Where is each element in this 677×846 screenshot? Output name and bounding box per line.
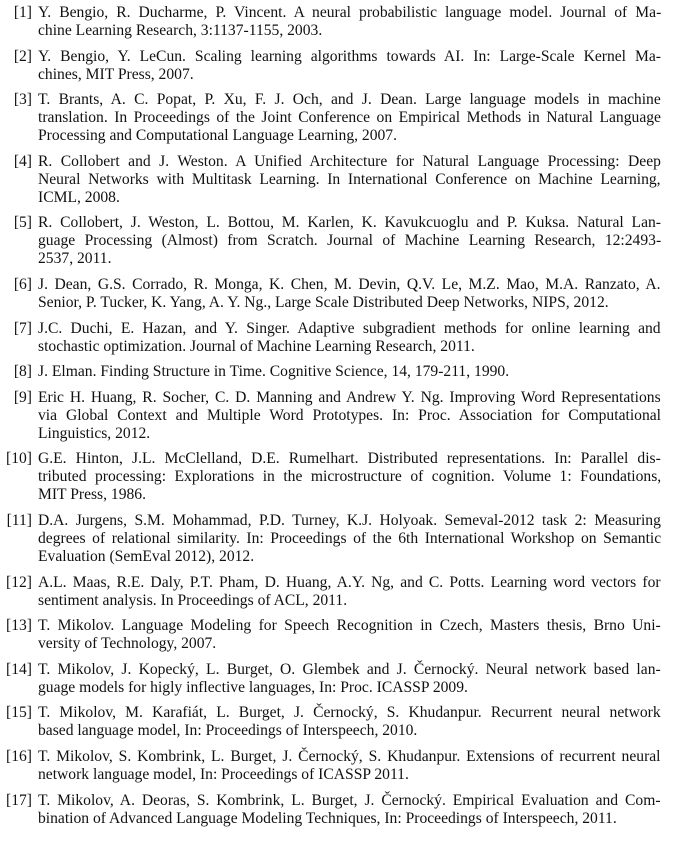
reference-number: [13] [6,617,32,635]
reference-line: Evaluation (SemEval 2012), 2012. [38,547,255,565]
reference-line: chine Learning Research, 3:1137-1155, 2003. [38,22,323,39]
reference-number: [12] [6,573,32,591]
reference-line: chines, MIT Press, 2007. [38,65,194,83]
reference-number: [11] [6,511,32,529]
reference-number: [7] [13,319,32,337]
reference-line: network language model, In: Proceedings of ICASSP 2011. [38,765,409,783]
reference-text [38,450,661,504]
reference-line: R. Collobert, J. Weston, L. Bottou, M. Karlen, K. Kavukcuoglu and P. Kuksa. Natural Lan- [38,214,661,232]
reference-text [38,48,661,84]
reference-entry [0,320,677,356]
reference-entry [0,792,677,828]
reference-line: based language model, In: Proceedings of Interspeech, 2010. [38,722,418,740]
reference-line: guage Processing (Almost) from Scratch. Journal of Machine Learning Research, 12:2493- [38,232,662,250]
reference-entry [0,661,677,697]
reference-line: A.L. Maas, R.E. Daly, P.T. Pham, D. Huang, A.Y. Ng, and C. Potts. Learning word vectors for [38,573,661,591]
reference-line: T. Brants, A. C. Popat, P. Xu, F. J. Och, and J. Dean. Large language models in machine [38,91,661,109]
reference-line: J.C. Duchi, E. Hazan, and Y. Singer. Adaptive subgradient methods for online learning and [38,319,661,337]
reference-text [38,91,661,145]
reference-entry [0,450,677,504]
reference-entry [0,748,677,784]
reference-number: [14] [6,660,32,678]
reference-text [38,512,661,566]
reference-text [38,661,661,697]
reference-number: [2] [13,47,32,65]
reference-list [0,4,677,835]
reference-number: [5] [13,214,32,232]
reference-entry [0,48,677,84]
reference-text [38,4,661,40]
reference-entry [0,363,677,381]
reference-entry [0,91,677,145]
reference-entry [0,574,677,610]
reference-entry [0,276,677,312]
reference-line: bination of Advanced Language Modeling Techniques, In: Proceedings of Interspeech, 2011. [38,809,617,827]
reference-number: [17] [6,791,32,809]
reference-text [38,389,661,443]
reference-line: versity of Technology, 2007. [38,635,217,653]
reference-text [38,574,661,610]
reference-text [38,748,661,784]
reference-number: [1] [13,4,32,21]
reference-text [38,792,661,828]
reference-line: ICML, 2008. [38,188,120,206]
reference-line: D.A. Jurgens, S.M. Mohammad, P.D. Turney, K.J. Holyoak. Semeval-2012 task 2: Measuring [38,511,661,529]
reference-number: [3] [13,91,32,109]
reference-line: Senior, P. Tucker, K. Yang, A. Y. Ng., Large Scale Distributed Deep Networks, NIPS, 2012. [38,293,609,311]
reference-line: Y. Bengio, Y. LeCun. Scaling learning algorithms towards AI. In: Large-Scale Kernel Ma- [38,47,661,65]
reference-line: T. Mikolov, J. Kopecký, L. Burget, O. Glembek and J. Černocký. Neural network based lan- [38,660,661,678]
reference-line: G.E. Hinton, J.L. McClelland, D.E. Rumelhart. Distributed representations. In: Parallel dis- [38,450,661,468]
reference-text [38,214,661,268]
reference-number: [6] [13,275,32,293]
reference-text [38,704,661,740]
reference-line: Y. Bengio, R. Ducharme, P. Vincent. A neural probabilistic language model. Journal of Ma- [38,4,662,21]
reference-line: stochastic optimization. Journal of Machine Learning Research, 2011. [38,337,475,355]
reference-line: T. Mikolov, S. Kombrink, L. Burget, J. Černocký, S. Khudanpur. Extensions of recurrent neural [38,747,661,765]
reference-entry [0,512,677,566]
reference-entry [0,617,677,653]
reference-number: [10] [6,450,32,468]
reference-line: translation. In Proceedings of the Joint Conference on Empirical Methods in Natural Language [38,109,661,127]
reference-line: 2537, 2011. [38,250,112,268]
reference-entry [0,214,677,268]
reference-line: MIT Press, 1986. [38,486,147,504]
reference-text [38,617,661,653]
reference-line: Neural Networks with Multitask Learning. In International Conference on Machine Learning, [38,170,661,188]
reference-number: [15] [6,704,32,722]
reference-entry [0,704,677,740]
reference-line: T. Mikolov, M. Karafiát, L. Burget, J. Černocký, S. Khudanpur. Recurrent neural network [38,704,661,722]
reference-line: T. Mikolov, A. Deoras, S. Kombrink, L. Burget, J. Černocký. Empirical Evaluation and Com- [38,791,661,809]
reference-entry [0,389,677,443]
reference-entry [0,4,677,40]
reference-text [38,153,661,207]
reference-line: via Global Context and Multiple Word Prototypes. In: Proc. Association for Computational [38,406,661,424]
reference-line: Linguistics, 2012. [38,424,151,442]
reference-line: R. Collobert and J. Weston. A Unified Architecture for Natural Language Processing: Deep [38,152,661,170]
reference-entry [0,153,677,207]
reference-number: [16] [6,747,32,765]
reference-line: Processing and Computational Language Learning, 2007. [38,127,398,145]
reference-line: T. Mikolov. Language Modeling for Speech Recognition in Czech, Masters thesis, Brno Uni- [38,617,661,635]
reference-number: [9] [13,388,32,406]
reference-line: degrees of relational similarity. In: Proceedings of the 6th International Workshop on Semantic [38,529,662,547]
reference-text [38,320,661,356]
reference-line: sentiment analysis. In Proceedings of ACL, 2011. [38,591,348,609]
reference-line: J. Elman. Finding Structure in Time. Cognitive Science, 14, 179-211, 1990. [38,363,510,381]
reference-line: guage models for higly inflective languages, In: Proc. ICASSP 2009. [38,678,468,696]
reference-number: [4] [13,152,32,170]
reference-line: Eric H. Huang, R. Socher, C. D. Manning and Andrew Y. Ng. Improving Word Representations [38,388,661,406]
reference-line: J. Dean, G.S. Corrado, R. Monga, K. Chen, M. Devin, Q.V. Le, M.Z. Mao, M.A. Ranzato, A. [38,275,661,293]
reference-text [38,363,661,381]
reference-text [38,276,661,312]
reference-number: [8] [13,363,32,381]
reference-line: tributed processing: Explorations in the microstructure of cognition. Volume 1: Foundations, [38,468,662,486]
